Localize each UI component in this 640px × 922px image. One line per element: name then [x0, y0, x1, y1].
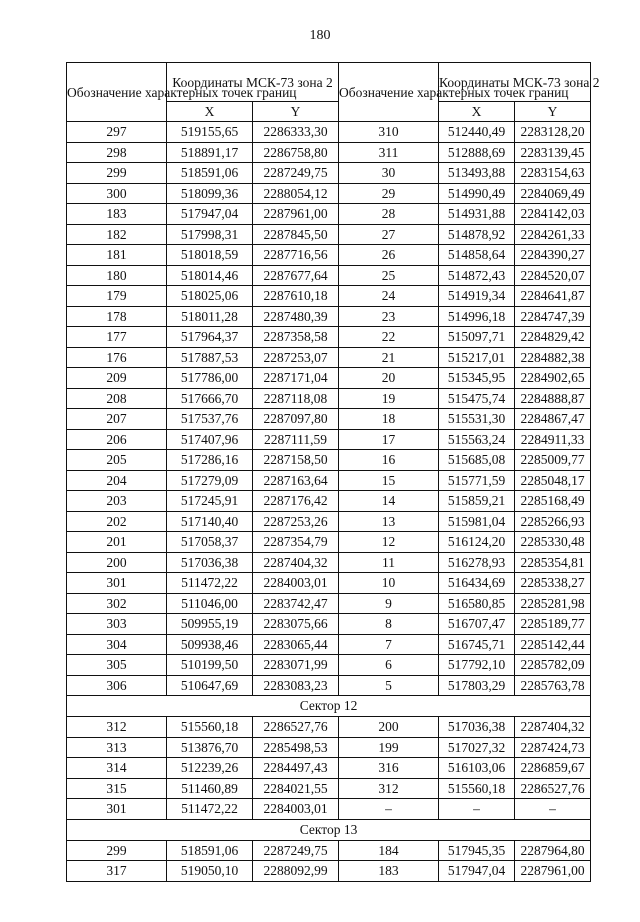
cell-y-right: 2287424,73 — [515, 737, 591, 758]
cell-point-right: 316 — [339, 758, 439, 779]
cell-x-left: 518011,28 — [167, 306, 253, 327]
cell-point-left: 298 — [67, 142, 167, 163]
cell-point-right: 200 — [339, 717, 439, 738]
cell-y-right: 2287961,00 — [515, 861, 591, 882]
cell-x-left: 518099,36 — [167, 183, 253, 204]
cell-point-right: 20 — [339, 368, 439, 389]
cell-point-left: 177 — [67, 327, 167, 348]
cell-y-right: 2285354,81 — [515, 552, 591, 573]
cell-point-right: 14 — [339, 491, 439, 512]
cell-y-left: 2287111,59 — [253, 429, 339, 450]
cell-x-left: 518891,17 — [167, 142, 253, 163]
cell-x-right: 515097,71 — [439, 327, 515, 348]
table-row — [67, 552, 591, 573]
cell-point-left: 183 — [67, 204, 167, 225]
cell-y-left: 2287480,39 — [253, 306, 339, 327]
cell-y-right: 2284911,33 — [515, 429, 591, 450]
cell-point-right: 28 — [339, 204, 439, 225]
cell-point-left: 201 — [67, 532, 167, 553]
cell-y-left: 2286758,80 — [253, 142, 339, 163]
table-row — [67, 675, 591, 696]
cell-x-right: 515475,74 — [439, 388, 515, 409]
cell-y-left: 2286527,76 — [253, 717, 339, 738]
sector-13-rows — [67, 840, 591, 881]
cell-x-left: 510647,69 — [167, 675, 253, 696]
cell-point-left: 202 — [67, 511, 167, 532]
cell-point-right: 26 — [339, 245, 439, 266]
cell-x-right: 515560,18 — [439, 778, 515, 799]
cell-point-right: 183 — [339, 861, 439, 882]
cell-x-left: 515560,18 — [167, 717, 253, 738]
cell-x-left: 510199,50 — [167, 655, 253, 676]
cell-x-right: 514878,92 — [439, 224, 515, 245]
cell-y-left: 2287158,50 — [253, 450, 339, 471]
cell-y-left: 2288092,99 — [253, 861, 339, 882]
cell-point-left: 299 — [67, 163, 167, 184]
cell-y-left: 2286333,30 — [253, 122, 339, 143]
cell-point-right: 17 — [339, 429, 439, 450]
cell-x-right: 513493,88 — [439, 163, 515, 184]
table-row — [67, 655, 591, 676]
table-row — [67, 491, 591, 512]
cell-x-right: 515685,08 — [439, 450, 515, 471]
table-row — [67, 306, 591, 327]
cell-x-left: 517964,37 — [167, 327, 253, 348]
cell-x-right: 515217,01 — [439, 347, 515, 368]
cell-y-right: 2284867,47 — [515, 409, 591, 430]
cell-x-left: 511472,22 — [167, 799, 253, 820]
cell-y-right: 2287404,32 — [515, 717, 591, 738]
cell-x-left: 513876,70 — [167, 737, 253, 758]
table-row — [67, 327, 591, 348]
cell-y-right: 2285782,09 — [515, 655, 591, 676]
table-row — [67, 532, 591, 553]
sector-12-rows — [67, 717, 591, 820]
cell-x-right: 514919,34 — [439, 286, 515, 307]
cell-x-left: 511460,89 — [167, 778, 253, 799]
table-row — [67, 286, 591, 307]
cell-y-right: 2285763,78 — [515, 675, 591, 696]
table-row — [67, 142, 591, 163]
cell-point-right: 7 — [339, 634, 439, 655]
cell-x-right: 517945,35 — [439, 840, 515, 861]
table-row — [67, 717, 591, 738]
cell-y-right: 2284641,87 — [515, 286, 591, 307]
cell-point-right: 5 — [339, 675, 439, 696]
table-row — [67, 388, 591, 409]
cell-point-left: 304 — [67, 634, 167, 655]
cell-x-right: 516124,20 — [439, 532, 515, 553]
cell-point-left: 301 — [67, 799, 167, 820]
cell-point-right: 11 — [339, 552, 439, 573]
cell-x-right: 512440,49 — [439, 122, 515, 143]
cell-x-right: 516745,71 — [439, 634, 515, 655]
cell-y-right: 2285330,48 — [515, 532, 591, 553]
cell-x-left: 517887,53 — [167, 347, 253, 368]
table-header — [67, 63, 600, 122]
coordinates-header-right: Координаты МСК-73 зона 2 — [439, 63, 591, 102]
table-row — [67, 840, 591, 861]
cell-point-right: 21 — [339, 347, 439, 368]
cell-y-left: 2283075,66 — [253, 614, 339, 635]
cell-y-right: 2285189,77 — [515, 614, 591, 635]
table-row — [67, 204, 591, 225]
cell-x-left: 517245,91 — [167, 491, 253, 512]
cell-y-left: 2287358,58 — [253, 327, 339, 348]
coordinates-table — [66, 62, 600, 882]
cell-point-right: 19 — [339, 388, 439, 409]
cell-point-left: 180 — [67, 265, 167, 286]
cell-x-right: 515981,04 — [439, 511, 515, 532]
cell-point-left: 312 — [67, 717, 167, 738]
cell-y-right: 2286527,76 — [515, 778, 591, 799]
cell-y-left: 2287249,75 — [253, 840, 339, 861]
cell-x-right: 517947,04 — [439, 861, 515, 882]
cell-point-right: 184 — [339, 840, 439, 861]
cell-x-left: 517279,09 — [167, 470, 253, 491]
cell-point-left: 178 — [67, 306, 167, 327]
cell-x-right: 515859,21 — [439, 491, 515, 512]
cell-y-right: 2285168,49 — [515, 491, 591, 512]
cell-y-right: – — [515, 799, 591, 820]
cell-y-right: 2284888,87 — [515, 388, 591, 409]
cell-y-right: 2283139,45 — [515, 142, 591, 163]
cell-point-left: 176 — [67, 347, 167, 368]
cell-x-right: 514872,43 — [439, 265, 515, 286]
cell-point-left: 200 — [67, 552, 167, 573]
table-row — [67, 634, 591, 655]
cell-y-left: 2287163,64 — [253, 470, 339, 491]
cell-y-right: 2284882,38 — [515, 347, 591, 368]
cell-point-right: 29 — [339, 183, 439, 204]
table-row — [67, 470, 591, 491]
cell-x-right: 517036,38 — [439, 717, 515, 738]
cell-x-right: 517027,32 — [439, 737, 515, 758]
cell-point-left: 179 — [67, 286, 167, 307]
sector-13-heading — [67, 819, 591, 840]
cell-point-right: 30 — [339, 163, 439, 184]
table-row — [67, 163, 591, 184]
cell-x-left: 517666,70 — [167, 388, 253, 409]
cell-point-left: 204 — [67, 470, 167, 491]
cell-y-right: 2285009,77 — [515, 450, 591, 471]
coordinates-header-left: Координаты МСК-73 зона 2 — [167, 63, 339, 102]
cell-x-right: 516278,93 — [439, 552, 515, 573]
cell-y-right: 2285048,17 — [515, 470, 591, 491]
cell-x-right: 514996,18 — [439, 306, 515, 327]
cell-x-right: 515345,95 — [439, 368, 515, 389]
cell-y-right: 2284069,49 — [515, 183, 591, 204]
cell-x-left: 519050,10 — [167, 861, 253, 882]
cell-x-left: 512239,26 — [167, 758, 253, 779]
cell-y-left: 2284497,43 — [253, 758, 339, 779]
cell-y-left: 2287610,18 — [253, 286, 339, 307]
cell-point-right: 312 — [339, 778, 439, 799]
cell-x-right: 515563,24 — [439, 429, 515, 450]
y-header-left: Y — [253, 102, 339, 122]
table-row — [67, 861, 591, 882]
cell-x-right: 514931,88 — [439, 204, 515, 225]
table-row — [67, 614, 591, 635]
cell-x-left: 509955,19 — [167, 614, 253, 635]
table-row — [67, 183, 591, 204]
cell-point-left: 301 — [67, 573, 167, 594]
cell-x-left: 517786,00 — [167, 368, 253, 389]
cell-point-left: 303 — [67, 614, 167, 635]
cell-x-left: 517998,31 — [167, 224, 253, 245]
cell-point-left: 203 — [67, 491, 167, 512]
cell-x-right: 515771,59 — [439, 470, 515, 491]
table-row — [67, 224, 591, 245]
cell-y-left: 2287171,04 — [253, 368, 339, 389]
y-header-right: Y — [515, 102, 591, 122]
cell-y-right: 2283154,63 — [515, 163, 591, 184]
cell-x-right: 517803,29 — [439, 675, 515, 696]
table-row — [67, 573, 591, 594]
page-number: 180 — [309, 28, 331, 43]
table-row — [67, 758, 591, 779]
cell-point-left: 208 — [67, 388, 167, 409]
cell-y-right: 2284142,03 — [515, 204, 591, 225]
cell-x-right: 517792,10 — [439, 655, 515, 676]
table-row — [67, 737, 591, 758]
cell-y-right: 2287964,80 — [515, 840, 591, 861]
cell-point-left: 300 — [67, 183, 167, 204]
cell-x-left: 518014,46 — [167, 265, 253, 286]
x-header-left: X — [167, 102, 253, 122]
cell-x-left: 511046,00 — [167, 593, 253, 614]
cell-point-right: 311 — [339, 142, 439, 163]
cell-point-left: 182 — [67, 224, 167, 245]
cell-y-right: 2284829,42 — [515, 327, 591, 348]
cell-point-right: 23 — [339, 306, 439, 327]
cell-x-left: 517407,96 — [167, 429, 253, 450]
cell-y-left: 2287253,07 — [253, 347, 339, 368]
cell-point-left: 317 — [67, 861, 167, 882]
cell-point-right: 27 — [339, 224, 439, 245]
cell-y-left: 2287961,00 — [253, 204, 339, 225]
cell-x-left: 518591,06 — [167, 840, 253, 861]
cell-point-left: 181 — [67, 245, 167, 266]
cell-point-left: 314 — [67, 758, 167, 779]
cell-y-left: 2284003,01 — [253, 799, 339, 820]
table-row — [67, 450, 591, 471]
table-row — [67, 799, 591, 820]
cell-x-left: 517058,37 — [167, 532, 253, 553]
cell-point-left: 206 — [67, 429, 167, 450]
table-row — [67, 245, 591, 266]
cell-point-right: 15 — [339, 470, 439, 491]
cell-y-left: 2283071,99 — [253, 655, 339, 676]
cell-x-left: 517537,76 — [167, 409, 253, 430]
point-designation-header-right: Обозначение характерных точек границ — [339, 63, 439, 122]
sector-13-title: Сектор 13 — [67, 819, 591, 840]
cell-x-left: 517286,16 — [167, 450, 253, 471]
x-header-right: X — [439, 102, 515, 122]
cell-x-right: 516580,85 — [439, 593, 515, 614]
cell-y-left: 2287716,56 — [253, 245, 339, 266]
cell-x-left: 518591,06 — [167, 163, 253, 184]
cell-y-left: 2287176,42 — [253, 491, 339, 512]
cell-point-right: 24 — [339, 286, 439, 307]
cell-y-left: 2288054,12 — [253, 183, 339, 204]
table-row — [67, 778, 591, 799]
cell-point-right: 25 — [339, 265, 439, 286]
cell-point-right: 12 — [339, 532, 439, 553]
cell-y-left: 2283065,44 — [253, 634, 339, 655]
cell-y-right: 2284747,39 — [515, 306, 591, 327]
cell-x-left: 517036,38 — [167, 552, 253, 573]
cell-x-left: 518018,59 — [167, 245, 253, 266]
cell-x-right: 512888,69 — [439, 142, 515, 163]
cell-x-right: 515531,30 — [439, 409, 515, 430]
cell-y-left: 2287097,80 — [253, 409, 339, 430]
cell-y-left: 2287249,75 — [253, 163, 339, 184]
cell-y-right: 2284390,27 — [515, 245, 591, 266]
cell-y-left: 2284021,55 — [253, 778, 339, 799]
table-row — [67, 409, 591, 430]
cell-y-right: 2285142,44 — [515, 634, 591, 655]
cell-y-right: 2286859,67 — [515, 758, 591, 779]
cell-x-left: 511472,22 — [167, 573, 253, 594]
cell-y-left: 2287845,50 — [253, 224, 339, 245]
cell-point-left: 305 — [67, 655, 167, 676]
cell-y-right: 2284261,33 — [515, 224, 591, 245]
cell-point-right: 310 — [339, 122, 439, 143]
cell-y-left: 2287677,64 — [253, 265, 339, 286]
cell-y-right: 2284902,65 — [515, 368, 591, 389]
cell-x-right: 516434,69 — [439, 573, 515, 594]
cell-point-left: 207 — [67, 409, 167, 430]
table-row — [67, 429, 591, 450]
cell-point-left: 299 — [67, 840, 167, 861]
cell-y-right: 2285266,93 — [515, 511, 591, 532]
table-row — [67, 122, 591, 143]
table-row — [67, 347, 591, 368]
point-designation-header-left: Обозначение характерных точек границ — [67, 63, 167, 122]
cell-point-right: – — [339, 799, 439, 820]
cell-point-right: 199 — [339, 737, 439, 758]
table-row — [67, 265, 591, 286]
cell-point-left: 209 — [67, 368, 167, 389]
cell-y-left: 2284003,01 — [253, 573, 339, 594]
cell-y-right: 2285338,27 — [515, 573, 591, 594]
cell-x-left: 517947,04 — [167, 204, 253, 225]
cell-x-right: 516707,47 — [439, 614, 515, 635]
table-row — [67, 511, 591, 532]
cell-y-left: 2287404,32 — [253, 552, 339, 573]
table-row — [67, 368, 591, 389]
cell-point-right: 16 — [339, 450, 439, 471]
cell-y-left: 2283083,23 — [253, 675, 339, 696]
cell-y-right: 2284520,07 — [515, 265, 591, 286]
cell-x-right: 516103,06 — [439, 758, 515, 779]
cell-point-right: 10 — [339, 573, 439, 594]
cell-x-right: – — [439, 799, 515, 820]
cell-point-left: 313 — [67, 737, 167, 758]
cell-point-left: 297 — [67, 122, 167, 143]
cell-y-right: 2283128,20 — [515, 122, 591, 143]
cell-point-left: 315 — [67, 778, 167, 799]
cell-x-left: 517140,40 — [167, 511, 253, 532]
cell-x-left: 518025,06 — [167, 286, 253, 307]
sector-12-heading — [67, 696, 591, 717]
cell-x-left: 509938,46 — [167, 634, 253, 655]
table-row — [67, 593, 591, 614]
main-rows — [67, 122, 591, 696]
cell-y-left: 2285498,53 — [253, 737, 339, 758]
cell-x-right: 514858,64 — [439, 245, 515, 266]
cell-point-left: 306 — [67, 675, 167, 696]
cell-point-right: 18 — [339, 409, 439, 430]
cell-y-left: 2287118,08 — [253, 388, 339, 409]
cell-point-left: 302 — [67, 593, 167, 614]
cell-x-left: 519155,65 — [167, 122, 253, 143]
cell-y-left: 2287354,79 — [253, 532, 339, 553]
cell-point-left: 205 — [67, 450, 167, 471]
cell-x-right: 514990,49 — [439, 183, 515, 204]
cell-y-left: 2287253,26 — [253, 511, 339, 532]
cell-point-right: 6 — [339, 655, 439, 676]
cell-point-right: 9 — [339, 593, 439, 614]
cell-y-left: 2283742,47 — [253, 593, 339, 614]
cell-point-right: 13 — [339, 511, 439, 532]
cell-y-right: 2285281,98 — [515, 593, 591, 614]
cell-point-right: 22 — [339, 327, 439, 348]
sector-12-title: Сектор 12 — [67, 696, 591, 717]
cell-point-right: 8 — [339, 614, 439, 635]
